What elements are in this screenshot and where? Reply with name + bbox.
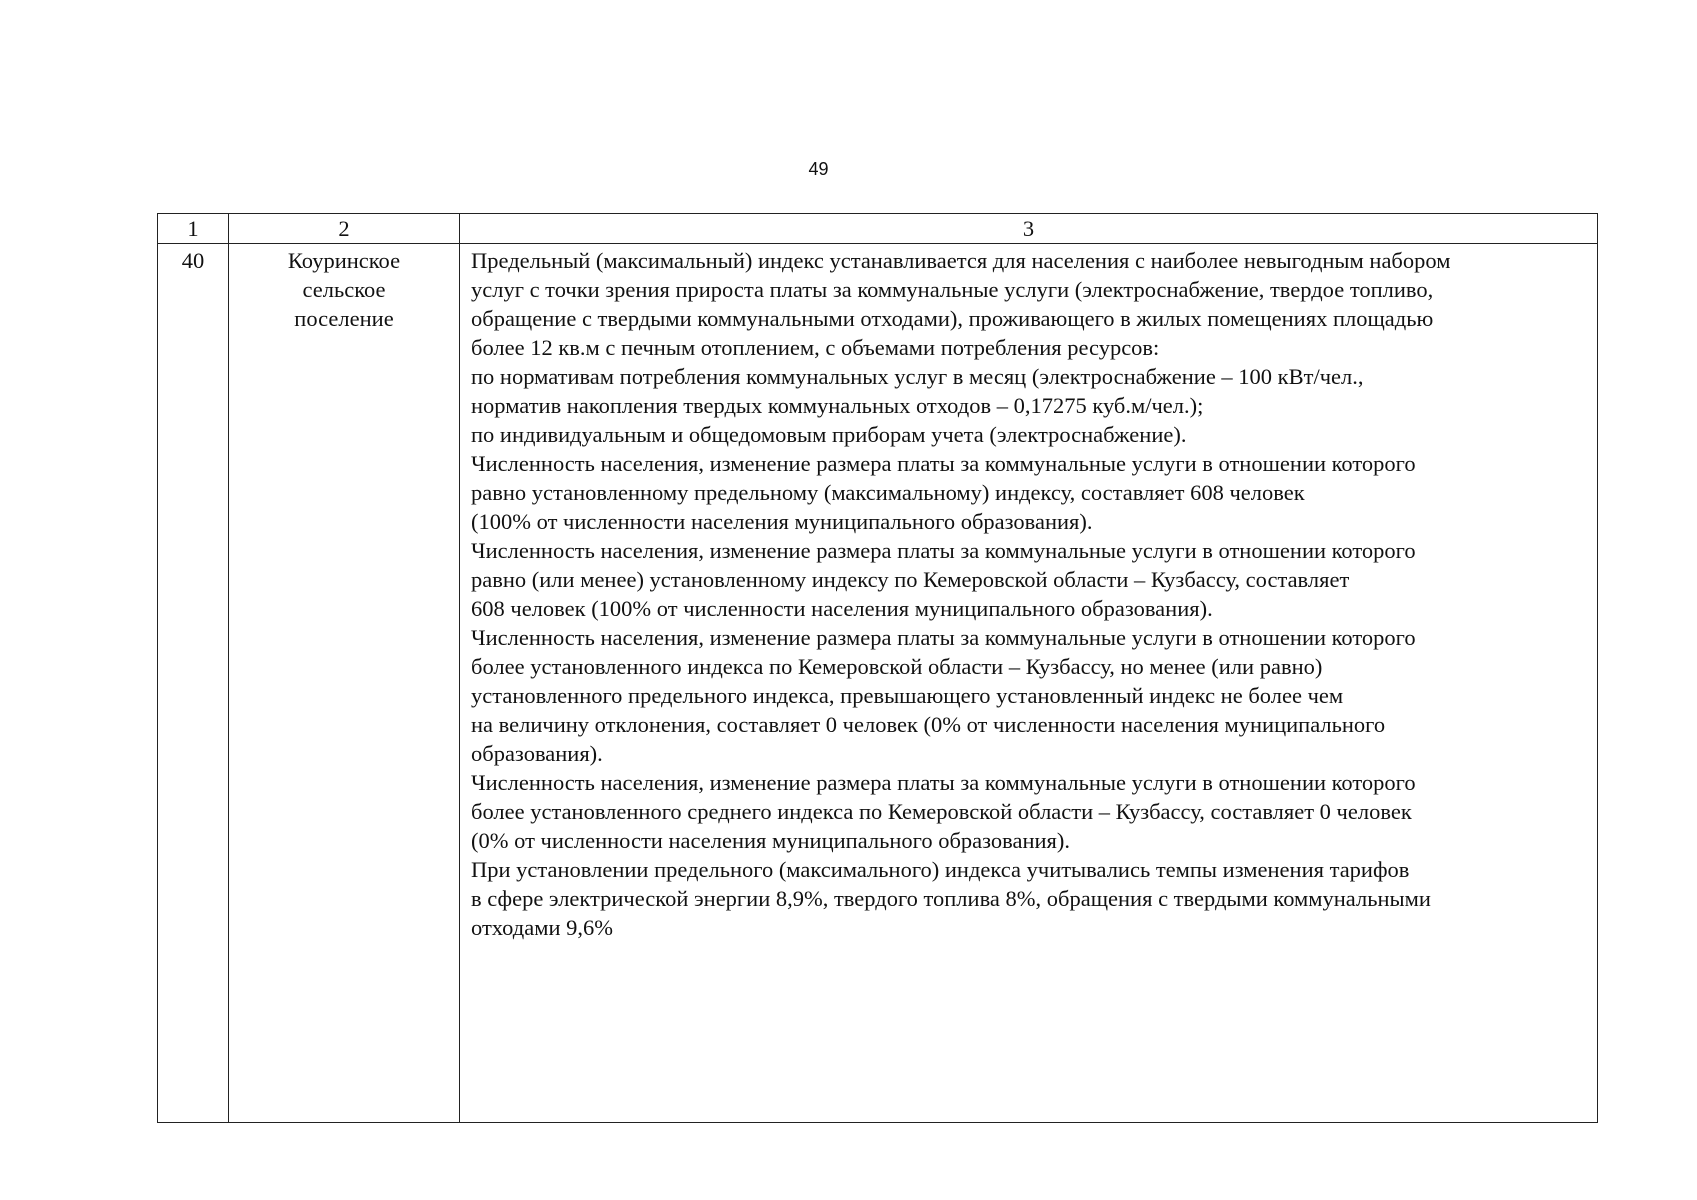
header-cell-3: 3 [460,214,1598,244]
description-line: отходами 9,6% [471,915,613,940]
table-row [158,244,1598,1123]
description-line: Численность населения, изменение размера платы за коммунальные услуги в отношении которого [471,625,1416,650]
table-header-row [158,214,1598,244]
description-line: более установленного индекса по Кемеровской области – Кузбассу, но менее (или равно) [471,654,1323,679]
row-number-cell: 40 [158,244,229,1123]
document-table [157,213,1598,1123]
description-line: 608 человек (100% от численности населения муниципального образования). [471,596,1213,621]
description-line: (0% от численности населения муниципального образования). [471,828,1071,853]
description-line: (100% от численности населения муниципального образования). [471,509,1093,534]
header-cell-2: 2 [229,214,460,244]
description-line: установленного предельного индекса, превышающего установленный индекс не более чем [471,683,1344,708]
settlement-name-line: сельское [302,277,386,302]
description-line: При установлении предельного (максимального) индекса учитывались темпы изменения тарифов [471,857,1410,882]
description-line: равно установленному предельному (максимальному) индексу, составляет 608 человек [471,480,1305,505]
header-cell-1: 1 [158,214,229,244]
description-line: более установленного среднего индекса по Кемеровской области – Кузбассу, составляет 0 человек [471,799,1412,824]
description-cell [460,244,1598,1123]
description-line: равно (или менее) установленному индексу по Кемеровской области – Кузбассу, составляет [471,567,1350,592]
settlement-name-line: поселение [294,306,394,331]
description-line: на величину отклонения, составляет 0 человек (0% от численности населения муниципального [471,712,1386,737]
description-line: образования). [471,741,603,766]
page-number: 49 [808,159,829,179]
description-line: Предельный (максимальный) индекс устанавливается для населения с наиболее невыгодным набором [471,248,1451,273]
description-line: по индивидуальным и общедомовым приборам учета (электроснабжение). [471,422,1187,447]
description-line: Численность населения, изменение размера платы за коммунальные услуги в отношении которого [471,451,1416,476]
description-line: норматив накопления твердых коммунальных отходов – 0,17275 куб.м/чел.); [471,393,1204,418]
description-line: Численность населения, изменение размера платы за коммунальные услуги в отношении которого [471,538,1416,563]
description-line: Численность населения, изменение размера платы за коммунальные услуги в отношении которого [471,770,1416,795]
description-line: услуг с точки зрения прироста платы за коммунальные услуги (электроснабжение, твердое топливо, [471,277,1434,302]
settlement-name-line: Коуринское [287,248,401,273]
description-line: более 12 кв.м с печным отоплением, с объемами потребления ресурсов: [471,335,1160,360]
description-line: по нормативам потребления коммунальных услуг в месяц (электроснабжение – 100 кВт/чел., [471,364,1364,389]
description-line: обращение с твердыми коммунальными отходами), проживающего в жилых помещениях площадью [471,306,1434,331]
description-line: в сфере электрической энергии 8,9%, твердого топлива 8%, обращения с твердыми коммунальными [471,886,1431,911]
settlement-name-cell [229,244,460,1123]
